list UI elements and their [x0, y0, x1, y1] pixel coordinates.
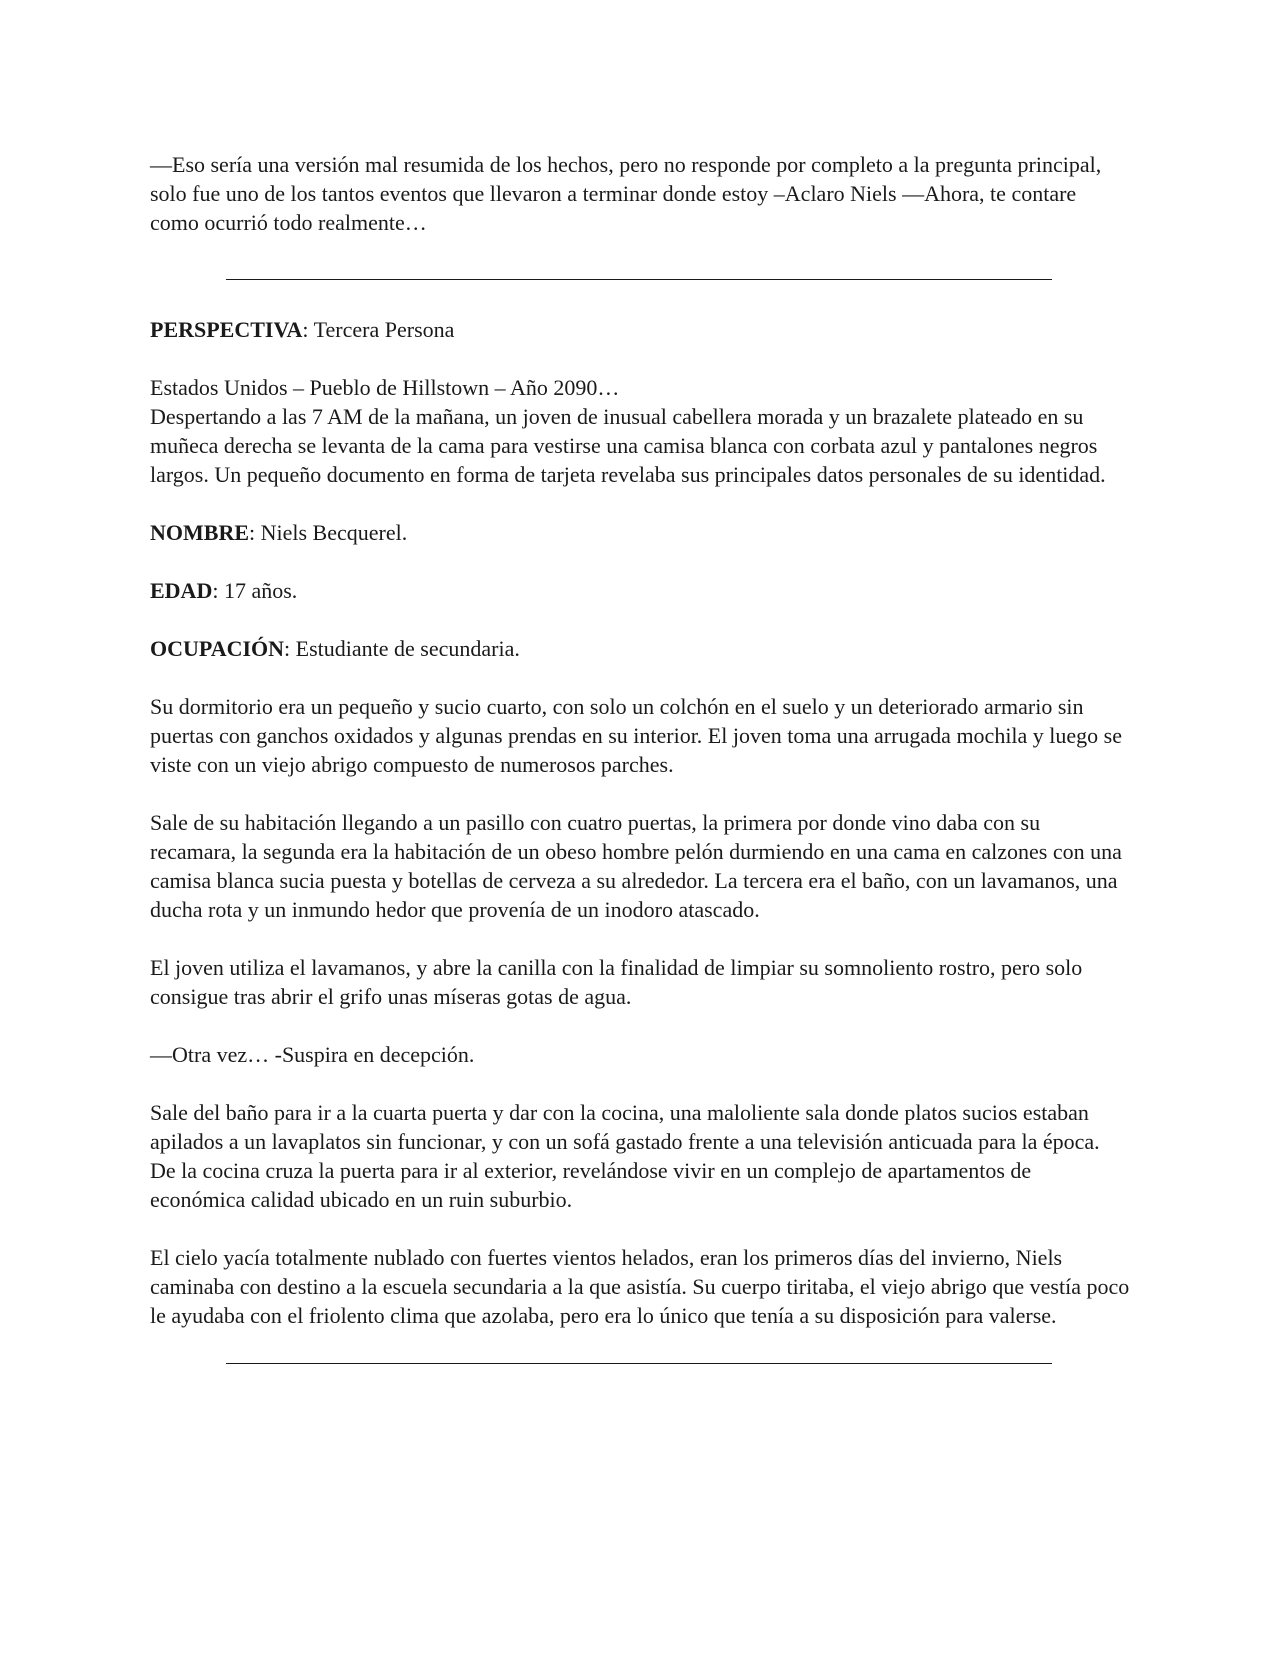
- perspective-line: [150, 315, 1130, 344]
- profile-age-label: EDAD: [150, 578, 213, 603]
- body-paragraph: Su dormitorio era un pequeño y sucio cuarto, con solo un colchón en el suelo y un deteriorado armario sin puertas con ganchos oxidados y algunas prendas en su interior. El joven toma una arrugada mochila y luego se viste con un viejo abrigo compuesto de numerosos parches.: [150, 694, 1123, 777]
- location-line: Estados Unidos – Pueblo de Hillstown – Año 2090…: [150, 375, 620, 400]
- body-paragraph: El joven utiliza el lavamanos, y abre la canilla con la finalidad de limpiar su somnoliento rostro, pero solo consigue tras abrir el grifo unas míseras gotas de agua.: [150, 955, 1083, 1009]
- document-page: [150, 150, 1130, 1364]
- body-paragraph: Sale de su habitación llegando a un pasillo con cuatro puertas, la primera por donde vino daba con su recamara, la segunda era la habitación de un obeso hombre pelón durmiendo en una cama en calzones con una camisa blanca sucia puesta y botellas de cerveza a su alrededor. La tercera era el baño, con un lavamanos, una ducha rota y un inmundo hedor que provenía de un inodoro atascado.: [150, 810, 1122, 922]
- wake-paragraph: Despertando a las 7 AM de la mañana, un joven de inusual cabellera morada y un brazalete plateado en su muñeca derecha se levanta de la cama para vestirse una camisa blanca con corbata azul y pantalones negros largos. Un pequeño documento en forma de tarjeta revelaba sus principales datos personales de su identidad.: [150, 404, 1106, 487]
- body-paragraph: El cielo yacía totalmente nublado con fuertes vientos helados, eran los primeros días del invierno, Niels caminaba con destino a la escuela secundaria a la que asistía. Su cuerpo tiritaba, el viejo abrigo que vestía poco le ayudaba con el friolento clima que azolaba, pero era lo único que tenía a su disposición para valerse.: [150, 1245, 1130, 1328]
- profile-name-value: : Niels Becquerel.: [249, 520, 408, 545]
- perspective-value: : Tercera Persona: [302, 317, 455, 342]
- section-divider-top: [226, 279, 1052, 280]
- profile-name-label: NOMBRE: [150, 520, 249, 545]
- profile-occupation-value: : Estudiante de secundaria.: [284, 636, 520, 661]
- profile-occupation-line: [150, 634, 1130, 663]
- profile-age-value: : 17 años.: [212, 578, 298, 603]
- perspective-label: PERSPECTIVA: [150, 317, 303, 342]
- profile-age-line: [150, 576, 1130, 605]
- profile-name-line: [150, 518, 1130, 547]
- body-paragraph: Sale del baño para ir a la cuarta puerta y dar con la cocina, una maloliente sala donde platos sucios estaban apilados a un lavaplatos sin funcionar, y con un sofá gastado frente a una televisión anticuada para la época. De la cocina cruza la puerta para ir al exterior, revelándose vivir en un complejo de apartamentos de económica calidad ubicado en un ruin suburbio.: [150, 1100, 1100, 1212]
- profile-occupation-label: OCUPACIÓN: [150, 636, 285, 661]
- intro-paragraph: —Eso sería una versión mal resumida de los hechos, pero no responde por completo a la pregunta principal, solo fue uno de los tantos eventos que llevaron a terminar donde estoy –Aclaro Niels —Ahora, te contare como ocurrió todo realmente…: [150, 152, 1102, 235]
- dialogue-line: —Otra vez… -Suspira en decepción.: [150, 1042, 475, 1067]
- section-divider-bottom: [226, 1363, 1052, 1364]
